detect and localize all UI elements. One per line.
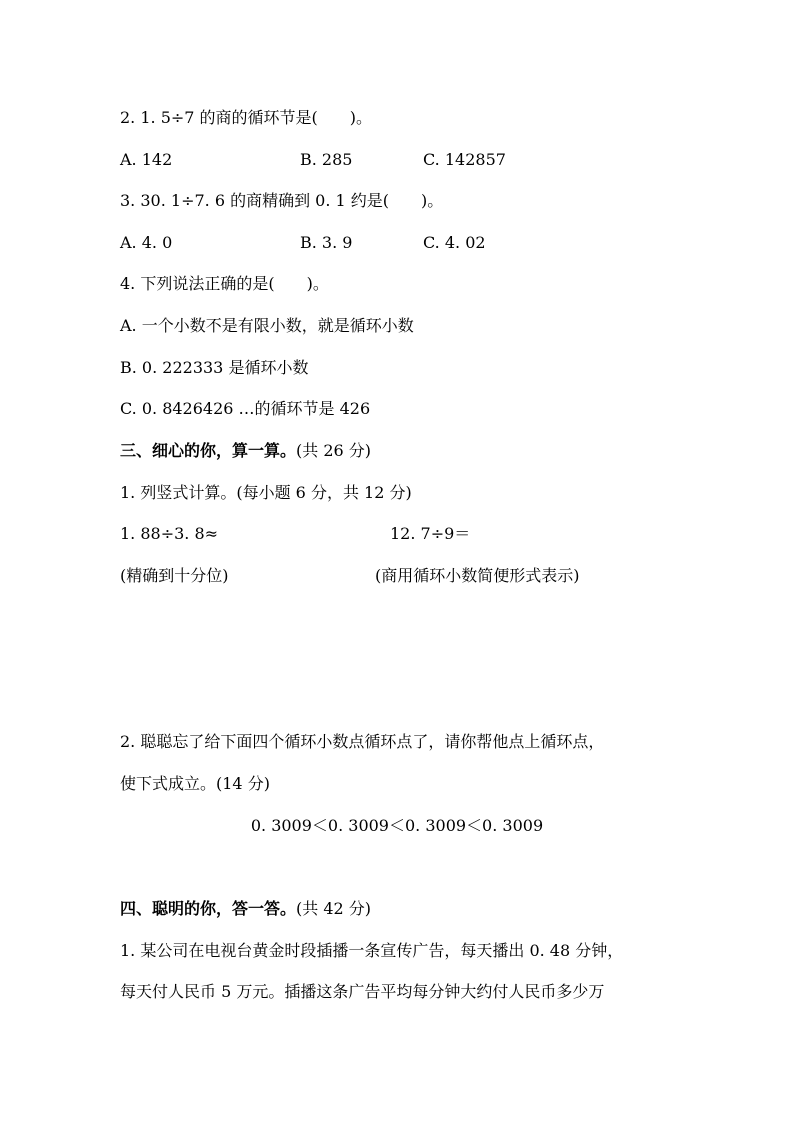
q3-option-b: B. 3. 9 <box>300 233 353 252</box>
section3-points: (共 26 分) <box>296 441 372 460</box>
s3-q2-stem-line2: 使下式成立。(14 分) <box>120 774 270 793</box>
s3-q2-inequality: 0. 3009＜0. 3009＜0. 3009＜0. 3009 <box>250 816 544 835</box>
s3-q1-right-expression: 12. 7÷9＝ <box>390 524 471 543</box>
q3-stem: 3. 30. 1÷7. 6 的商精确到 0. 1 约是( )。 <box>120 191 444 210</box>
s4-q1-line2: 每天付人民币 5 万元。插播这条广告平均每分钟大约付人民币多少万 <box>120 982 605 1001</box>
q3-option-c: C. 4. 02 <box>423 233 486 252</box>
q4-option-c: C. 0. 8426426 …的循环节是 426 <box>120 399 371 418</box>
section4-points: (共 42 分) <box>296 899 372 918</box>
q2-option-a: A. 142 <box>120 150 173 169</box>
s3-q1-left-expression: 1. 88÷3. 8≈ <box>120 524 219 543</box>
q2-option-c: C. 142857 <box>423 150 506 169</box>
q4-option-a: A. 一个小数不是有限小数，就是循环小数 <box>120 316 414 335</box>
s3-q1-left-note: (精确到十分位) <box>120 566 229 585</box>
q4-option-b: B. 0. 222333 是循环小数 <box>120 358 309 377</box>
q4-stem: 4. 下列说法正确的是( )。 <box>120 274 329 293</box>
section4-title <box>120 898 371 920</box>
s3-q2-stem-line1: 2. 聪聪忘了给下面四个循环小数点循环点了，请你帮他点上循环点， <box>120 732 605 751</box>
s3-q1-stem: 1. 列竖式计算。(每小题 6 分，共 12 分) <box>120 483 412 502</box>
section3-title <box>120 440 371 462</box>
q2-option-b: B. 285 <box>300 150 353 169</box>
section3-heading: 三、细心的你，算一算。 <box>120 441 297 460</box>
s3-q1-right-note: (商用循环小数简便形式表示) <box>375 566 580 585</box>
q3-option-a: A. 4. 0 <box>120 233 173 252</box>
s4-q1-line1: 1. 某公司在电视台黄金时段插播一条宣传广告，每天播出 0. 48 分钟， <box>120 941 624 960</box>
q2-stem: 2. 1. 5÷7 的商的循环节是( )。 <box>120 108 373 127</box>
section4-heading: 四、聪明的你，答一答。 <box>120 899 297 918</box>
